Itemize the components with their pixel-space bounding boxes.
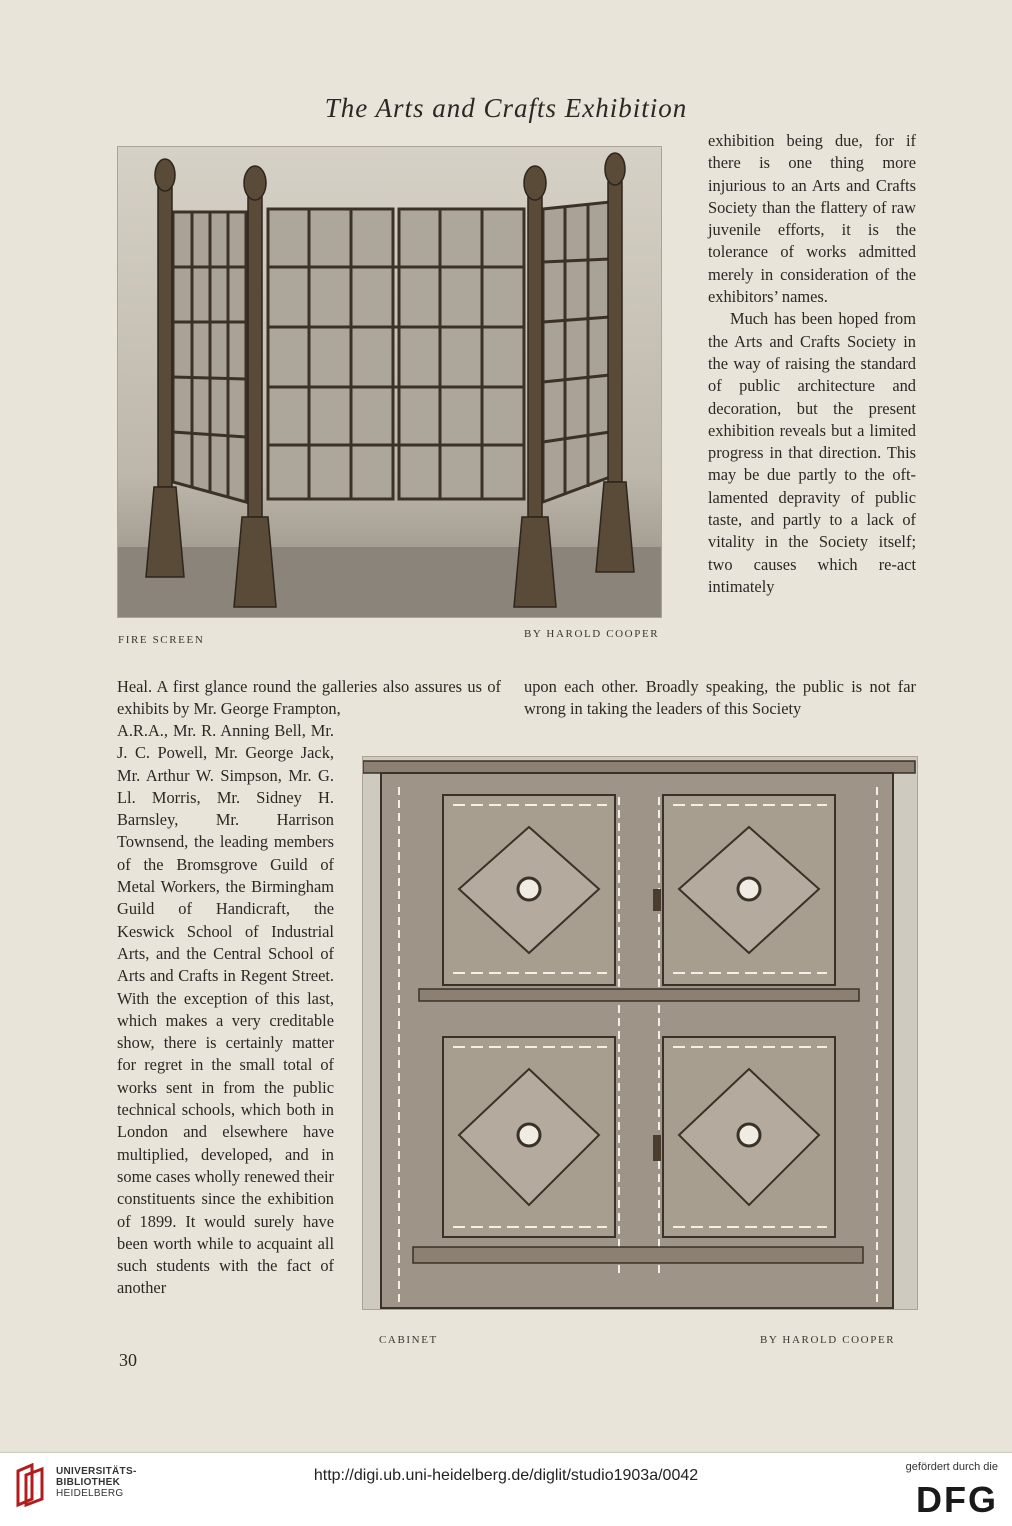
left-column-text: A.R.A., Mr. R. Anning Bell, Mr. J. C. Powell, Mr. George Jack, Mr. Arthur W. Simpson, Mr. G. Ll. Morris, Mr. Sidney H. Barnsley, Mr. Harrison Townsend, the leading members of the Bromsgrove Guild of Metal Workers, the Birmingham Guild of Handicraft, the Keswick School of Industrial Arts, and the Central School of Arts and Crafts in Regent Street. With the exception of this last, which makes a very creditable show, there is certainly matter for regret in the small total of works sent in from the public technical schools, which both in London and elsewhere have multiplied, developed, and in some cases wholly renewed their constituents since the exhibition of 1899. It would surely have been worth while to acquaint all such students with the fact of another [117, 721, 334, 1298]
fire-screen-illustration [118, 147, 661, 617]
running-head: The Arts and Crafts Exhibition [324, 93, 688, 123]
cabinet-illustration [363, 757, 917, 1309]
figure-caption-credit: BY HAROLD COOPER [524, 628, 660, 640]
full-width-line-right: upon each other. Broadly speaking, the public is not far wrong in taking the leaders of this Society [524, 677, 916, 719]
figure-caption-title: CABINET [379, 1334, 438, 1346]
source-url-link[interactable]: http://digi.ub.uni-heidelberg.de/diglit/studio1903a/0042 [313, 1467, 699, 1484]
paragraph: Much has been hoped from the Arts and Crafts Society in the way of raising the standard of public architecture and decoration, but the present exhibition reveals but a limited progress in that direction. This may be due partly to the oft-lamented depravity of public taste, and partly to a lack of vitality in the Society itself; two causes which re-act intimately [708, 309, 916, 596]
library-name-line: UNIVERSITÄTS- [56, 1466, 137, 1477]
library-name-line: BIBLIOTHEK [56, 1477, 121, 1488]
figure-caption-credit: BY HAROLD COOPER [760, 1334, 896, 1346]
figure-caption-title: FIRE SCREEN [118, 634, 205, 646]
paragraph: exhibition being due, for if there is one thing more injurious to an Arts and Crafts Society than the flattery of raw juvenile efforts, it is the tolerance of works admitted merely in consideration of the exhibitors’ names. [708, 131, 916, 307]
page-number: 30 [119, 1350, 137, 1370]
fire-screen-photo [117, 146, 662, 618]
footer-bar [0, 1452, 1012, 1526]
library-name-line: HEIDELBERG [56, 1488, 124, 1499]
cabinet-photo [362, 756, 918, 1310]
right-column-text [708, 130, 916, 598]
funded-by-label: gefördert durch die [905, 1461, 998, 1473]
dfg-logo: DFG [916, 1479, 998, 1520]
full-width-line-left: Heal. A first glance round the galleries also assures us of exhibits by Mr. George Frampton, [117, 677, 501, 719]
